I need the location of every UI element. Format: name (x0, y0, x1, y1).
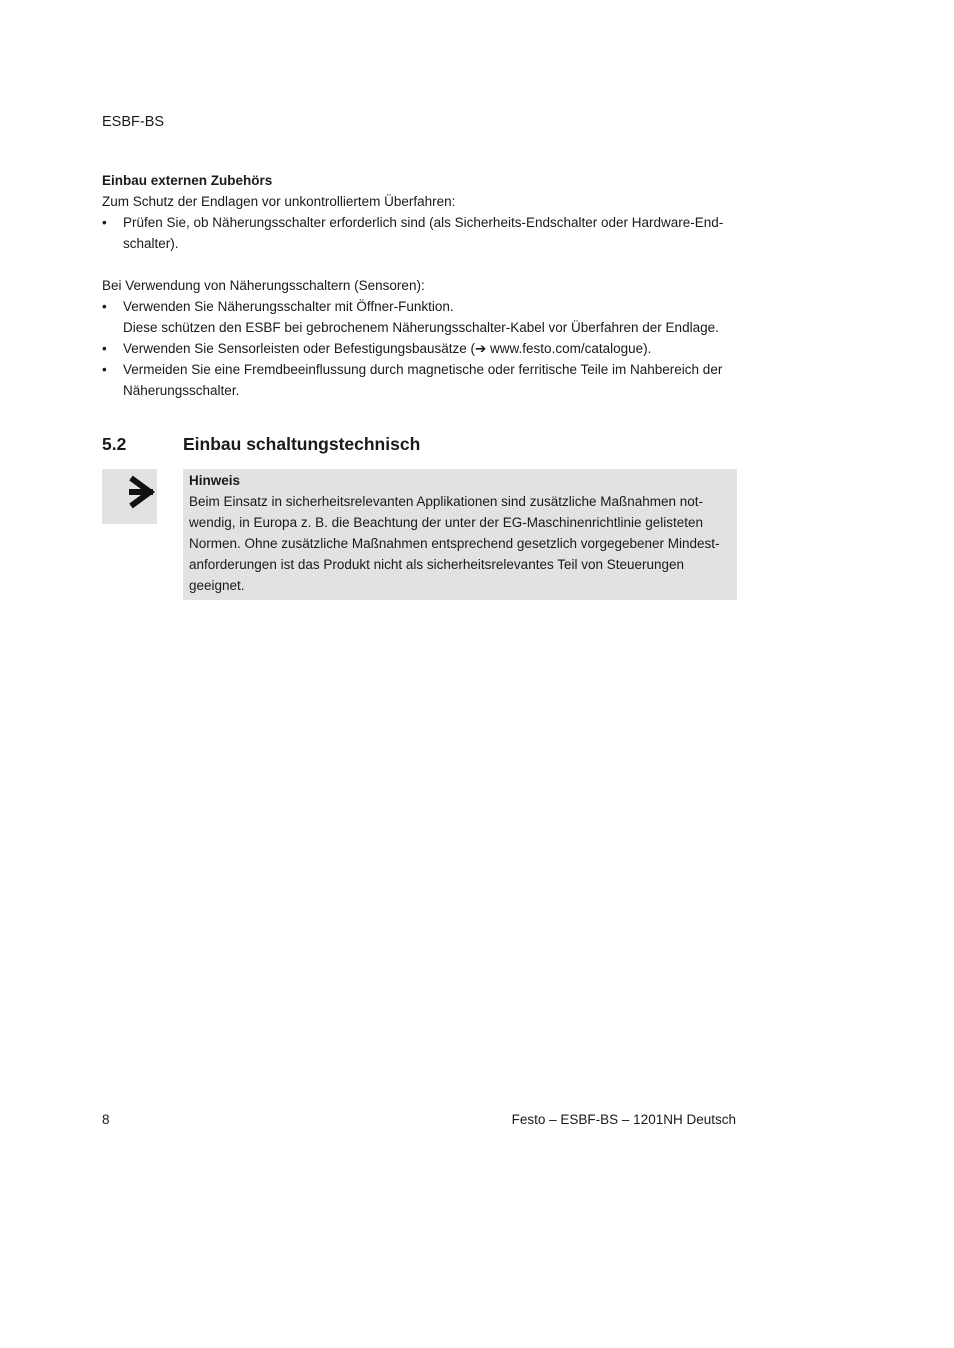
list-item-text: Vermeiden Sie eine Fremdbeeinflussung durch magnetische oder ferritische Teile im Nahbereich der Näherungsschalter. (123, 362, 723, 398)
list-item (102, 212, 742, 254)
list-item (102, 359, 742, 401)
note-title: Hinweis (189, 473, 241, 488)
list-item-text: Prüfen Sie, ob Näherungsschalter erforderlich sind (als Sicherheits-Endschalter oder Hardware-End-schalter). (123, 215, 724, 251)
list-item (102, 338, 742, 359)
bullet-list-sensors (102, 296, 742, 401)
page-number: 8 (102, 1112, 110, 1127)
list-item-text: Verwenden Sie Sensorleisten oder Befestigungsbausätze ( (123, 341, 475, 356)
bullet-symbol: • (102, 341, 107, 356)
note-box (183, 469, 737, 600)
list-item-text: Verwenden Sie Näherungsschalter mit Öffner-Funktion. (123, 299, 454, 314)
sensors-intro: Bei Verwendung von Näherungsschaltern (Sensoren): (102, 278, 425, 293)
accessories-heading: Einbau externen Zubehörs (102, 173, 273, 188)
note-text: Beim Einsatz in sicherheitsrelevanten Applikationen sind zusätzliche Maßnahmen not-wendig, in Europa z. B. die Beachtung der unter der EG-Maschinenrichtlinie gelisteten Normen. Ohne zusätzliche Maßnahmen entsprechend gesetzlich vorgegebener Mindest-anforderungen ist das Produkt nicht als sicherheitsrelevantes Teil von Steuerungen geeignet. (189, 494, 720, 593)
arrow-right-icon (102, 469, 157, 524)
reference-arrow-icon: ➔ (474, 341, 487, 356)
accessories-intro: Zum Schutz der Endlagen vor unkontrolliertem Überfahren: (102, 194, 456, 209)
catalogue-link[interactable]: www.festo.com/catalogue). (486, 341, 652, 356)
bullet-symbol: • (102, 215, 107, 230)
accessories-section (102, 170, 742, 401)
bullet-list-check (102, 212, 742, 254)
bullet-symbol: • (102, 299, 107, 314)
section-heading (102, 432, 420, 456)
list-item (102, 296, 742, 338)
bullet-symbol: • (102, 362, 107, 377)
section-title: Einbau schaltungstechnisch (183, 434, 421, 454)
note-icon-box (102, 469, 157, 524)
section-number: 5.2 (102, 434, 127, 454)
running-header: ESBF-BS (102, 114, 165, 130)
list-item-subtext: Diese schützen den ESBF bei gebrochenem Näherungsschalter-Kabel vor Überfahren der Endlage. (123, 320, 719, 335)
footer-doc-info: Festo – ESBF-BS – 1201NH Deutsch (511, 1112, 736, 1127)
